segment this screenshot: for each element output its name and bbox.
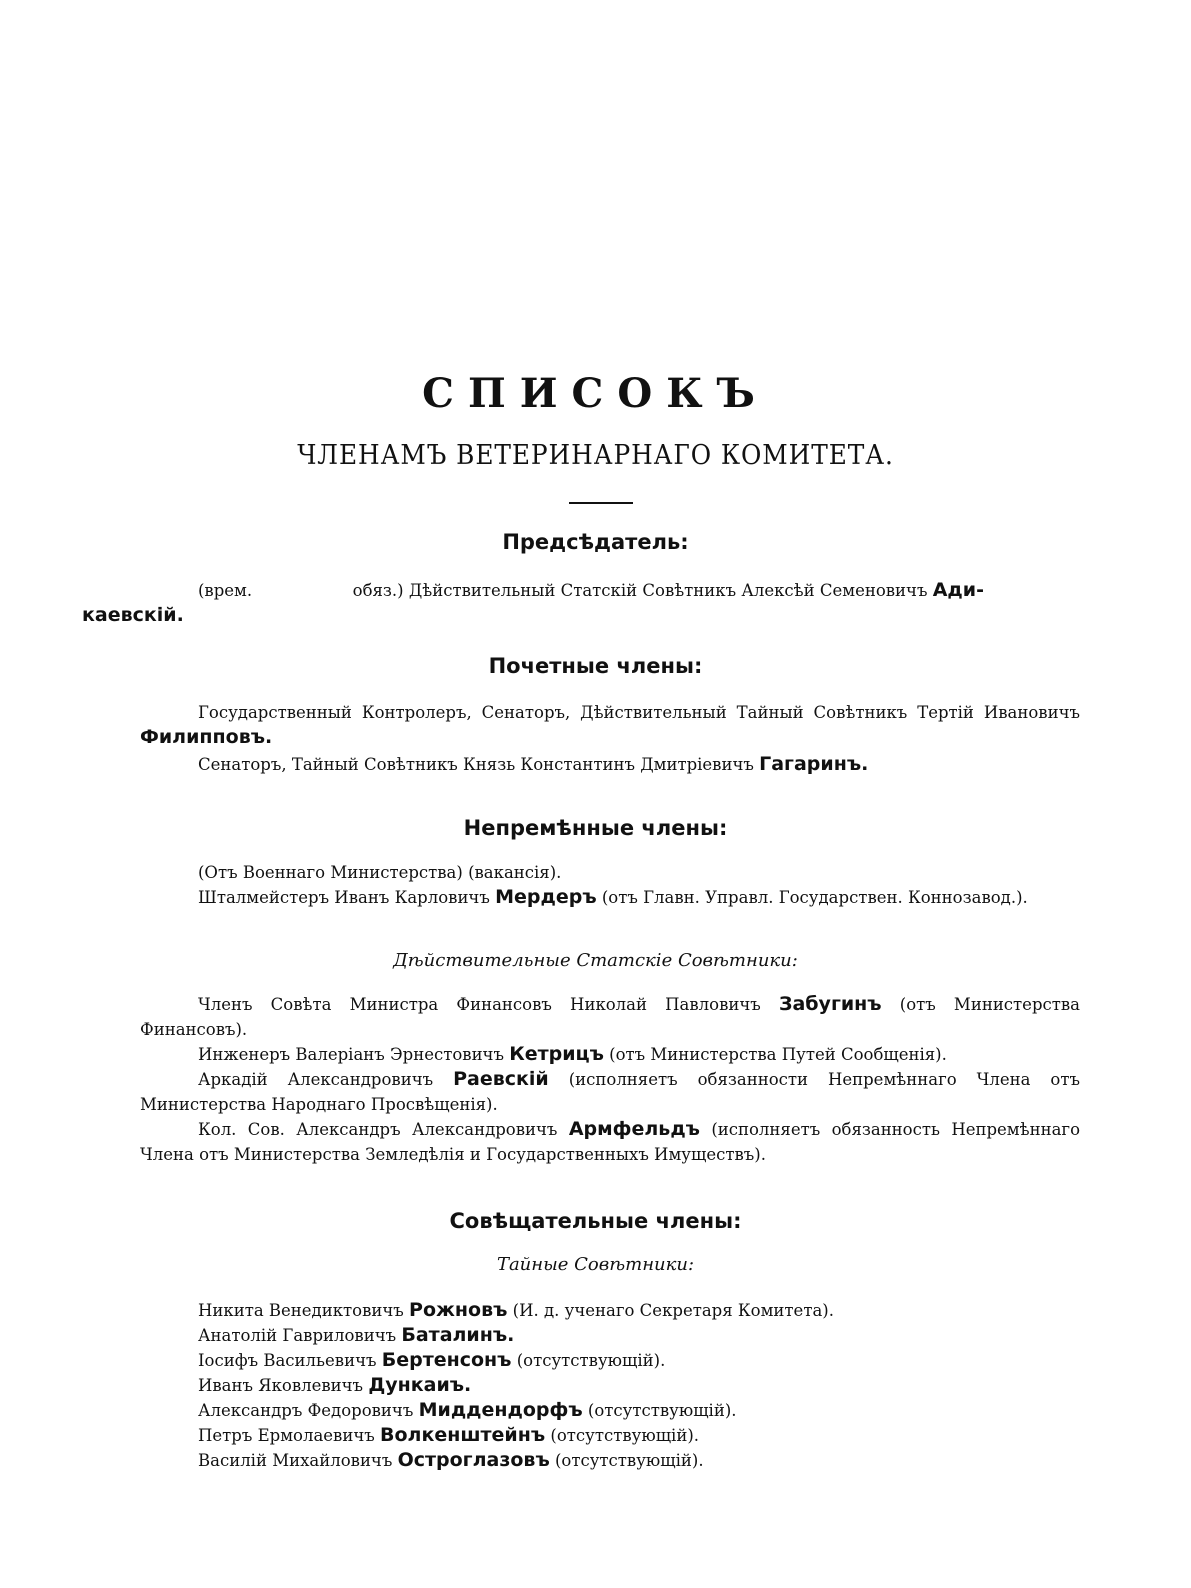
honorary-entry-1: [140, 700, 1080, 750]
state-councillors-heading: Дѣйствительные Статскіе Совѣтники:: [393, 950, 798, 971]
permanent-block: [140, 860, 1080, 910]
document-title: СПИСОКЪ: [422, 370, 769, 417]
state-councillor-entry-2: [140, 1042, 1080, 1067]
chairman-prefix: (врем.: [198, 581, 253, 600]
state-councillor-4-text: Кол. Сов. Александръ Александровичъ: [198, 1120, 558, 1139]
advisory-member: [140, 1398, 1080, 1423]
state-councillor-3-text: Аркадій Александровичъ: [198, 1070, 434, 1089]
member-first-name: Анатолій Гавриловичъ: [198, 1326, 397, 1345]
state-councillors-block: [140, 992, 1080, 1167]
honorary-entry-1-name: Филипповъ.: [140, 726, 273, 748]
state-councillor-entry-4: [140, 1117, 1080, 1167]
title-divider: [569, 502, 633, 504]
state-councillor-1-name: Забугинъ: [778, 993, 882, 1015]
member-surname: Волкенштейнъ: [380, 1424, 546, 1446]
member-note: (отсутствующій).: [516, 1351, 666, 1370]
member-first-name: Іосифъ Васильевичъ: [198, 1351, 377, 1370]
document-subtitle: ЧЛЕНАМЪ ВЕТЕРИНАРНАГО КОМИТЕТА.: [297, 440, 894, 471]
chairman-name-part1: Ади-: [932, 579, 984, 601]
state-councillor-2-name: Кетрицъ: [509, 1043, 604, 1065]
state-councillor-3-name: Раевскій: [453, 1068, 549, 1090]
state-councillor-3-suffix: (исполняетъ обязанности Непремѣннаго Члена отъ Министерства Народнаго Просвѣщенія).: [140, 1070, 1080, 1114]
honorary-entry-2-text: Сенаторъ, Тайный Совѣтникъ Князь Константинъ Дмитріевичъ: [198, 755, 754, 774]
state-councillor-1-suffix: (отъ Министерства Финансовъ).: [140, 995, 1081, 1039]
permanent-entry-1: (Отъ Военнаго Министерства) (вакансія).: [198, 863, 562, 882]
advisory-member: [140, 1323, 1080, 1348]
permanent-entry-2-name: Мердеръ: [495, 886, 597, 908]
member-note: (отсутствующій).: [550, 1426, 700, 1445]
state-councillor-4-name: Армфельдъ: [568, 1118, 700, 1140]
member-first-name: Иванъ Яковлевичъ: [198, 1376, 364, 1395]
member-surname: Баталинъ.: [401, 1324, 515, 1346]
state-councillor-1-text: Членъ Совѣта Министра Финансовъ Николай Павловичъ: [198, 995, 761, 1014]
honorary-block: [140, 700, 1080, 777]
chairman-heading: Предсѣдатель:: [502, 530, 689, 554]
advisory-member: [140, 1448, 1080, 1473]
permanent-entry-2: [140, 885, 1080, 910]
state-councillor-2-text: Инженеръ Валеріанъ Эрнестовичъ: [198, 1045, 504, 1064]
state-councillor-entry-1: [140, 992, 1080, 1042]
advisory-member: [140, 1423, 1080, 1448]
honorary-entry-1-text: Государственный Контролеръ, Сенаторъ, Дѣйствительный Тайный Совѣтникъ Тертій Ивановичъ: [198, 703, 1080, 722]
advisory-heading: Совѣщательные члены:: [449, 1209, 742, 1233]
privy-councillors-heading: Тайные Совѣтники:: [496, 1254, 695, 1275]
state-councillor-entry-3: [140, 1067, 1080, 1117]
state-councillor-4-suffix: (исполняетъ обязанность Непремѣннаго Члена отъ Министерства Земледѣлія и Государственныхъ Имуществъ).: [140, 1120, 1081, 1164]
permanent-entry-2-suffix: (отъ Главн. Управл. Государствен. Коннозавод.).: [601, 888, 1028, 907]
chairman-entry: [82, 578, 1080, 628]
member-first-name: Никита Венедиктовичъ: [198, 1301, 404, 1320]
member-first-name: Петръ Ермолаевичъ: [198, 1426, 375, 1445]
member-note: (отсутствующій).: [554, 1451, 704, 1470]
chairman-block: [82, 578, 1080, 628]
chairman-name-part2: каевскій.: [82, 604, 184, 626]
member-surname: Остроглазовъ: [397, 1449, 550, 1471]
member-surname: Рожновъ: [409, 1299, 508, 1321]
member-first-name: Василій Михайловичъ: [198, 1451, 393, 1470]
chairman-text: обяз.) Дѣйствительный Статскій Совѣтникъ Алексѣй Семеновичъ: [352, 581, 928, 600]
permanent-entry-2-text: Шталмейстеръ Иванъ Карловичъ: [198, 888, 490, 907]
honorary-entry-2: [140, 752, 1080, 777]
state-councillor-2-suffix: (отъ Министерства Путей Сообщенія).: [609, 1045, 947, 1064]
honorary-entry-2-name: Гагаринъ.: [759, 753, 869, 775]
advisory-member: [140, 1348, 1080, 1373]
member-surname: Миддендорфъ: [418, 1399, 583, 1421]
member-note: (отсутствующій).: [587, 1401, 737, 1420]
permanent-heading: Непремѣнные члены:: [463, 816, 728, 840]
member-surname: Дункаиъ.: [368, 1374, 472, 1396]
advisory-member: [140, 1373, 1080, 1398]
member-surname: Бертенсонъ: [381, 1349, 512, 1371]
advisory-members-list: [140, 1298, 1080, 1473]
member-first-name: Александръ Федоровичъ: [198, 1401, 414, 1420]
member-note: (И. д. ученаго Секретаря Комитета).: [512, 1301, 834, 1320]
honorary-heading: Почетные члены:: [488, 654, 703, 678]
advisory-member: [140, 1298, 1080, 1323]
